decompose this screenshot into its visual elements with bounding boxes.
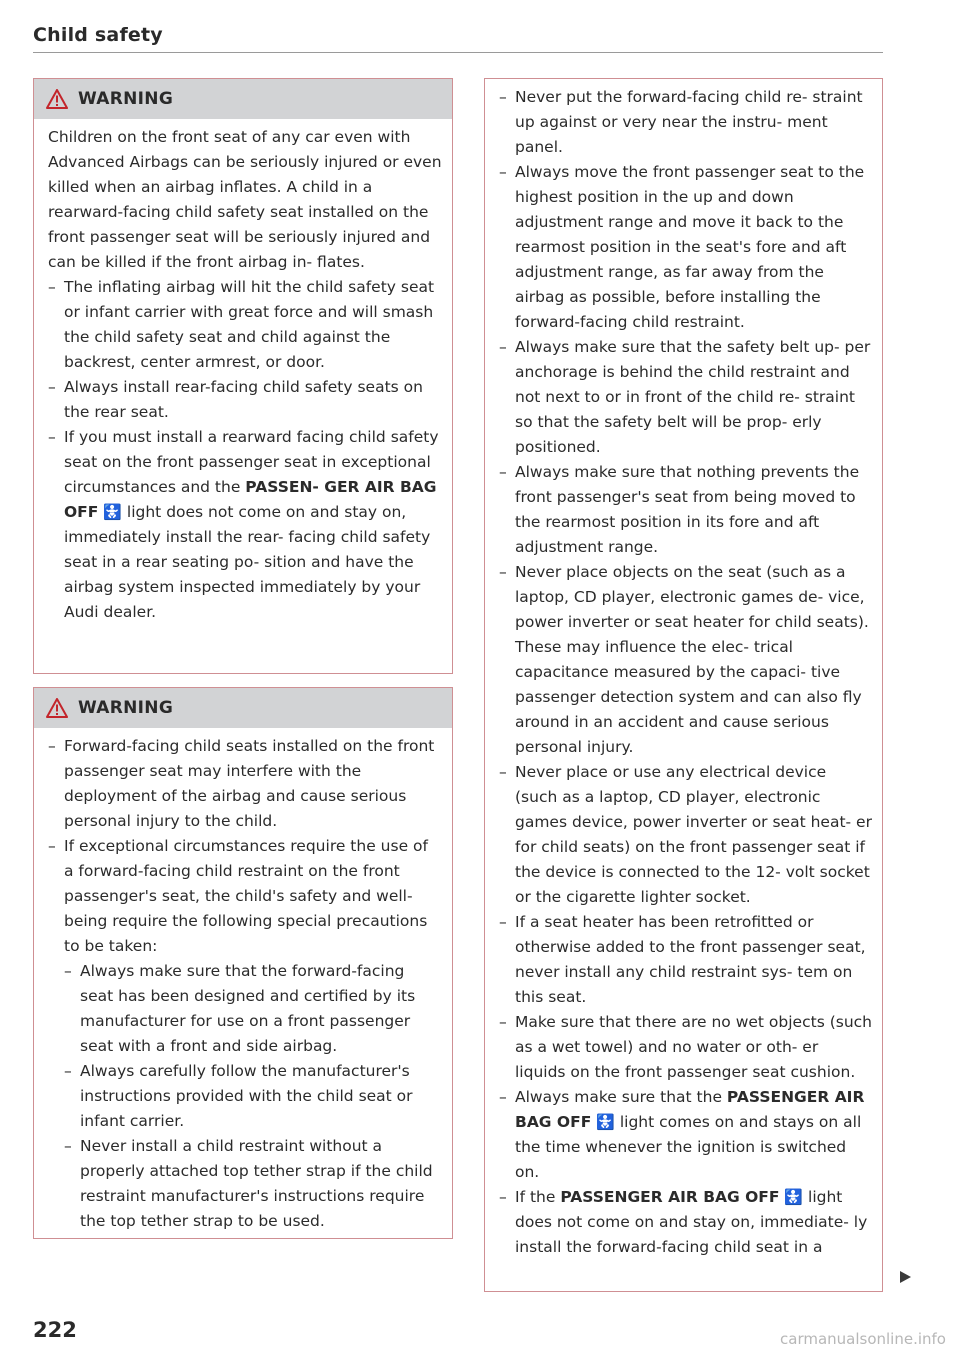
airbag-off-label: PASSEN- GER AIR BAG OFF: [64, 478, 437, 521]
warning-triangle-icon: [46, 698, 68, 718]
header-divider: [33, 52, 883, 53]
warning-box-1-header: [34, 79, 452, 119]
passenger-airbag-off-icon: 🚼: [596, 1113, 615, 1131]
warning-triangle-icon: [46, 89, 68, 109]
list-item: – Always make sure that the PASSENGER AIR BAG OFF 🚼 light comes on and stays on all the time whenever the ignition is switched on.: [499, 1085, 872, 1185]
passenger-airbag-off-icon: 🚼: [784, 1188, 804, 1206]
warning-box-continued: [484, 78, 883, 1292]
list-item: – If the PASSENGER AIR BAG OFF 🚼 light does not come on and stay on, immediate- ly install the forward-facing child seat in a: [499, 1185, 872, 1260]
sub-list-item: – Always carefully follow the manufacturer's instructions provided with the child seat or infant carrier.: [64, 1059, 442, 1134]
list-item: – Never place objects on the seat (such as a laptop, CD player, electronic games de- vice, power inverter or seat heater for child seats). These may influence the elec- trical capacitance measured by the capaci- tive passenger detection system and can also fly around in an accident and cause serious personal injury.: [499, 560, 872, 760]
list-item: – If a seat heater has been retrofitted or otherwise added to the front passenger seat, never install any child restraint sys- tem on this seat.: [499, 910, 872, 1010]
list-item: – Forward-facing child seats installed on the front passenger seat may interfere with the deployment of the airbag and cause serious personal injury to the child.: [48, 734, 442, 834]
sub-list-item: – Never install a child restraint without a properly attached top tether strap if the child restraint manufacturer's instructions require the top tether strap to be used.: [64, 1134, 442, 1234]
list-item: – Make sure that there are no wet objects (such as a wet towel) and no water or oth- er liquids on the front passenger seat cushion.: [499, 1010, 872, 1085]
page-title: Child safety: [33, 24, 163, 46]
list-item: – Always make sure that the safety belt up- per anchorage is behind the child restraint and not next to or in front of the child re- straint so that the safety belt will be prop- erly positioned.: [499, 335, 872, 460]
watermark: carmanualsonline.info: [780, 1330, 946, 1348]
warning-title: WARNING: [78, 89, 174, 109]
list-item: – Never place or use any electrical device (such as a laptop, CD player, electronic games device, power inverter or seat heat- er for child seats) on the front passenger seat if the device is connected to the 12- volt socket or the cigarette lighter socket.: [499, 760, 872, 910]
warning-box-2: [33, 687, 453, 1239]
warning-title: WARNING: [78, 698, 174, 718]
airbag-off-label: PASSENGER AIR BAG OFF: [515, 1088, 865, 1131]
warning-box-1: [33, 78, 453, 674]
list-item: – If you must install a rearward facing child safety seat on the front passenger seat in exceptional circumstances and the PASSEN- GER AIR BAG OFF 🚼 light does not come on and stay on, immediately install the rear- facing child safety seat in a rear seating po- sition and have the airbag system inspected immediately by your Audi dealer.: [48, 425, 442, 625]
list-item: – Never put the forward-facing child re- straint up against or very near the instru- ment panel.: [499, 85, 872, 160]
list-item: – The inflating airbag will hit the child safety seat or infant carrier with great force and will smash the child safety seat and child against the backrest, center armrest, or door.: [48, 275, 442, 375]
airbag-off-label: PASSENGER AIR BAG OFF: [560, 1188, 780, 1206]
continue-arrow-icon: [898, 1270, 912, 1284]
warning-box-2-header: [34, 688, 452, 728]
warning-1-intro: Children on the front seat of any car even with Advanced Airbags can be seriously injured or even killed when an airbag inflates. A child in a rearward-facing child safety seat installed on the front passenger seat will be seriously injured and can be killed if the front airbag in- flates.: [48, 128, 442, 271]
list-item: – Always install rear-facing child safety seats on the rear seat.: [48, 375, 442, 425]
list-item: – Always make sure that nothing prevents the front passenger's seat from being moved to the rearmost position in its fore and aft adjustment range.: [499, 460, 872, 560]
page-number: 222: [33, 1318, 77, 1342]
list-item: – If exceptional circumstances require the use of a forward-facing child restraint on the front passenger's seat, the child's safety and well-being require the following special precautions to be taken: – Always make sure that the forward-facing seat has been designed and certified by its manufacturer for use on a front passenger seat with a front and side airbag. – Always carefully follow the manufacturer's instructions provided with the child seat or infant carrier. – Never install a child restraint without a properly attached top tether strap if the child restraint manufacturer's instructions require the top tether strap to be used.: [48, 834, 442, 1234]
sub-list-item: – Always make sure that the forward-facing seat has been designed and certified by its manufacturer for use on a front passenger seat with a front and side airbag.: [64, 959, 442, 1059]
list-item: – Always move the front passenger seat to the highest position in the up and down adjustment range and move it back to the rearmost position in the seat's fore and aft adjustment range, as far away from the airbag as possible, before installing the forward-facing child restraint.: [499, 160, 872, 335]
passenger-airbag-off-icon: 🚼: [103, 503, 122, 521]
